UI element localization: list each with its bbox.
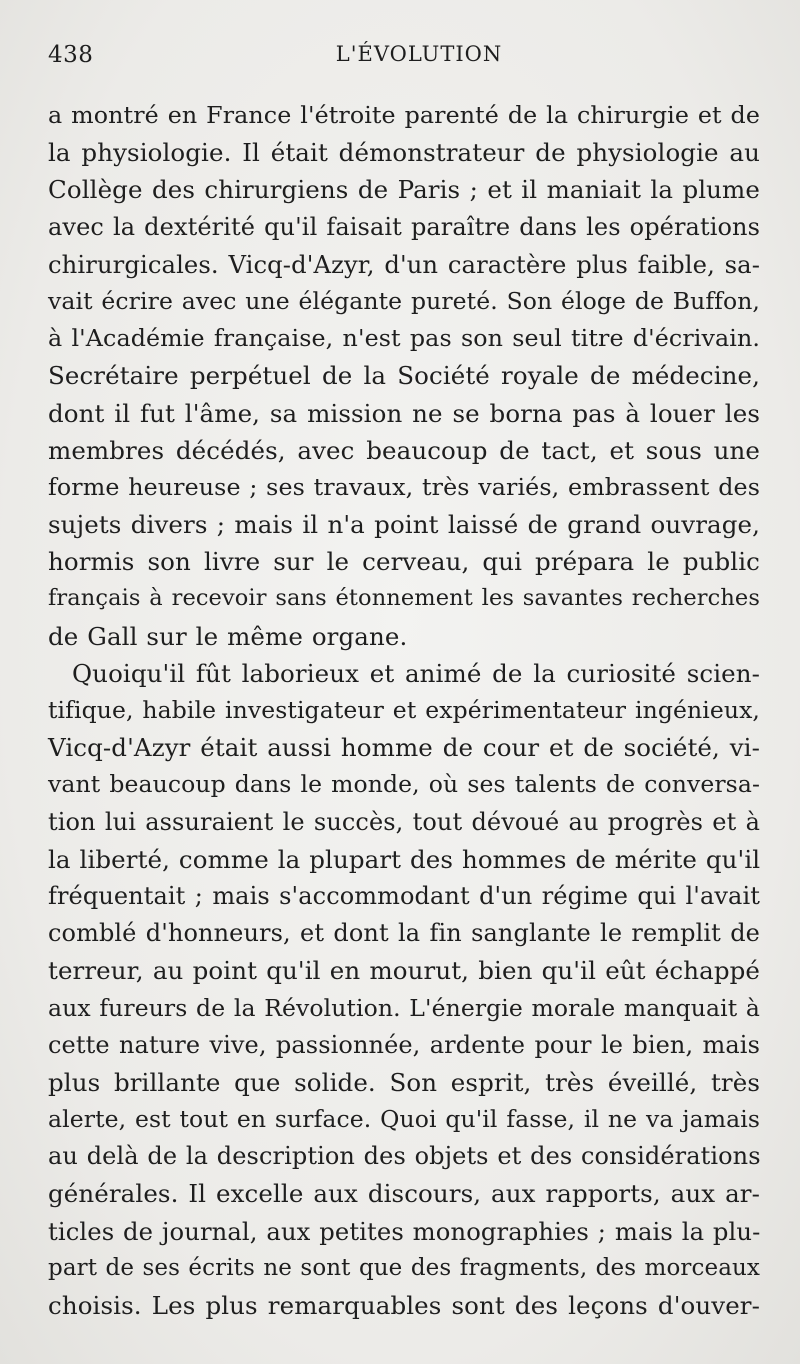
text-line: générales. Il excelle aux discours, aux rapports, aux ar- [48,1179,760,1209]
text-line: français à recevoir sans étonnement les savantes recherches [48,585,760,612]
text-line: vait écrire avec une élégante pureté. Son éloge de Buffon, [48,286,760,315]
page-number: 438 [48,42,94,68]
text-line: membres décédés, avec beaucoup de tact, et sous une [48,435,760,465]
text-line: Quoiqu'il fût laborieux et animé de la curiosité scien- [72,658,760,688]
text-line: choisis. Les plus remarquables sont des leçons d'ouver- [48,1291,760,1320]
text-line: dont il fut l'âme, sa mission ne se borna pas à louer les [48,398,760,428]
text-line: à l'Académie française, n'est pas son seul titre d'écrivain. [48,324,760,353]
text-line: tifique, habile investigateur et expérimentateur ingénieux, [48,696,760,724]
text-line: tion lui assuraient le succès, tout dévoué au progrès et à [48,807,760,836]
text-line: avec la dextérité qu'il faisait paraître dans les opérations [48,212,760,241]
text-line: de Gall sur le même organe. [48,621,408,651]
text-line: plus brillante que solide. Son esprit, très éveillé, très [48,1067,760,1097]
body-text [48,97,760,1337]
text-line: terreur, au point qu'il en mourut, bien qu'il eût échappé [48,956,760,986]
text-line: part de ses écrits ne sont que des fragments, des morceaux [48,1254,760,1281]
text-line: la liberté, comme la plupart des hommes de mérite qu'il [48,844,761,874]
text-line: Vicq-d'Azyr était aussi homme de cour et de société, vi- [48,733,760,763]
text-line: a montré en France l'étroite parenté de la chirurgie et de [48,101,760,129]
text-line: la physiologie. Il était démonstrateur de physiologie au [48,138,760,168]
text-line: au delà de la description des objets et des considérations [48,1142,761,1171]
text-line: comblé d'honneurs, et dont la fin sanglante le remplit de [48,919,760,948]
text-line: fréquentait ; mais s'accommodant d'un régime qui l'avait [48,881,760,910]
text-line: Collège des chirurgiens de Paris ; et il maniait la plume [48,175,760,205]
text-line: cette nature vive, passionnée, ardente pour le bien, mais [48,1030,760,1059]
text-line: hormis son livre sur le cerveau, qui prépara le public [48,547,760,577]
text-line: sujets divers ; mais il n'a point laissé de grand ouvrage, [48,510,760,540]
paragraph-2 [48,655,760,1324]
text-line: chirurgicales. Vicq-d'Azyr, d'un caractère plus faible, sa- [48,249,760,279]
text-line: ticles de journal, aux petites monographies ; mais la plu- [48,1216,761,1246]
text-line: forme heureuse ; ses travaux, très variés, embrassent des [48,472,760,501]
text-line: alerte, est tout en surface. Quoi qu'il fasse, il ne va jamais [48,1105,760,1134]
running-title: L'ÉVOLUTION [335,42,503,66]
running-head [48,42,760,76]
text-line: vant beaucoup dans le monde, où ses talents de conversa- [48,770,760,799]
text-line: aux fureurs de la Révolution. L'énergie morale manquait à [48,993,760,1022]
paragraph-1 [48,97,760,655]
text-line: Secrétaire perpétuel de la Société royale de médecine, [48,361,760,391]
